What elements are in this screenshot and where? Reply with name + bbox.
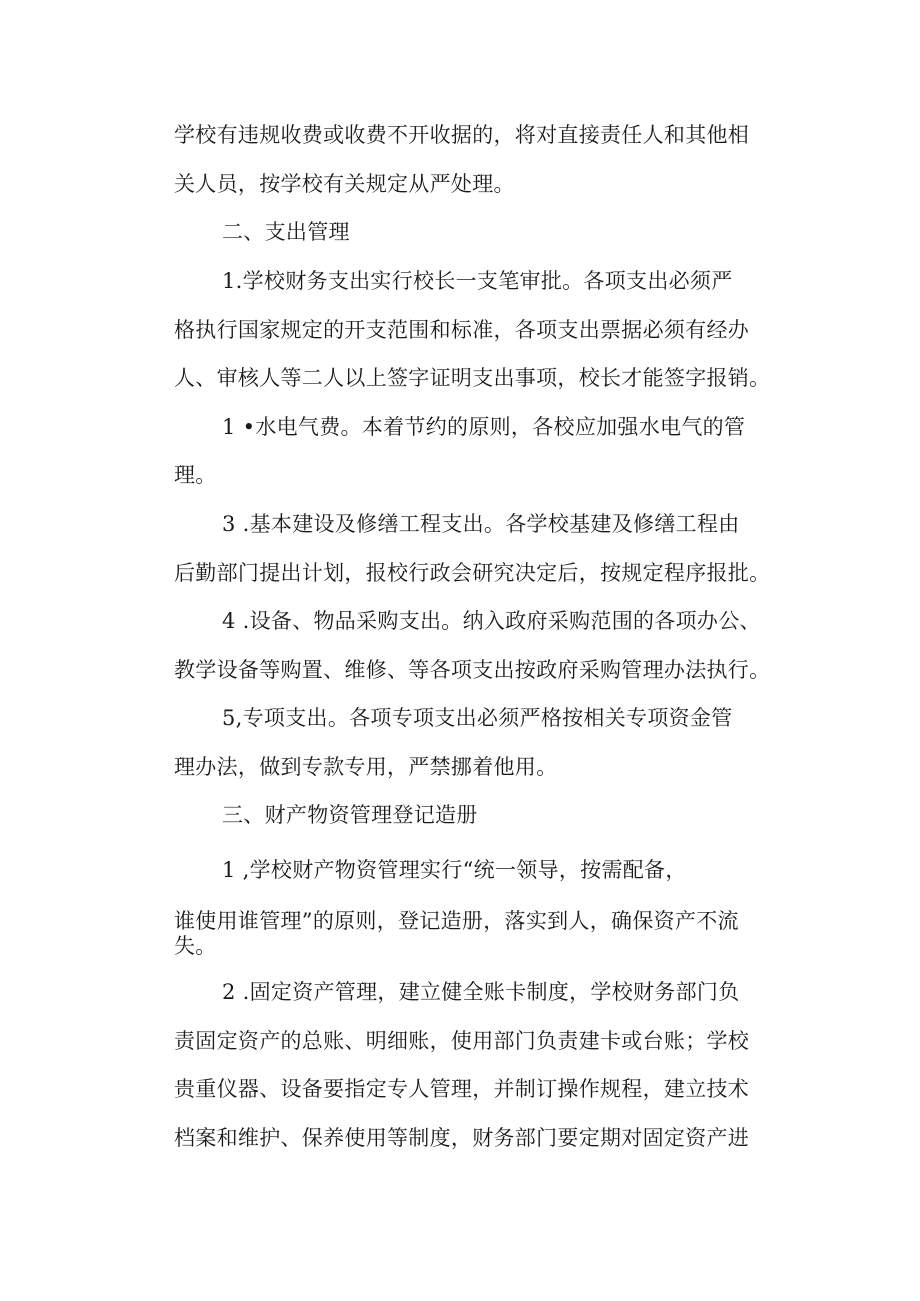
text-line: 学校有违规收费或收费不开收据的，将对直接责任人和其他相 — [174, 123, 750, 147]
text-line: 关人员，按学校有关规定从严处理。 — [174, 172, 515, 196]
section-heading: 三、财产物资管理登记造册 — [222, 803, 478, 827]
text-line: 2 .固定资产管理，建立健全账卡制度，学校财务部门负 — [222, 980, 740, 1004]
text-line: 失。 — [174, 934, 217, 958]
section-heading: 二、支出管理 — [222, 220, 350, 244]
text-line: 理办法，做到专款专用，严禁挪着他用。 — [174, 755, 558, 779]
text-line: 1 ,学校财产物资管理实行“统一领导，按需配备， — [222, 858, 687, 882]
text-line: 1 •水电气费。本着节约的原则，各校应加强水电气的管 — [222, 415, 746, 439]
text-line: 4 .设备、物品采购支出。纳入政府采购范围的各项办公、 — [222, 609, 761, 633]
text-line: 格执行国家规定的开支范围和标准，各项支出票据必须有经办 — [174, 318, 750, 342]
text-line: 责固定资产的总账、明细账，使用部门负责建卡或台账；学校 — [174, 1029, 750, 1053]
text-line: 谁使用谁管理”的原则，登记造册，落实到人，确保资产不流 — [174, 909, 739, 933]
text-line: 后勤部门提出计划，报校行政会研究决定后，按规定程序报批。 — [174, 561, 771, 585]
text-line: 贵重仪器、设备要指定专人管理，并制订操作规程，建立技术 — [174, 1077, 750, 1101]
text-line: 1.学校财务支出实行校长一支笔审批。各项支出必须严 — [222, 269, 733, 293]
text-line: 理。 — [174, 463, 217, 487]
text-line: 人、审核人等二人以上签字证明支出事项，校长才能签字报销。 — [174, 366, 771, 390]
text-line: 3 .基本建设及修缮工程支出。各学校基建及修缮工程由 — [222, 512, 740, 536]
text-line: 档案和维护、保养使用等制度，财务部门要定期对固定资产进 — [174, 1126, 750, 1150]
text-line: 教学设备等购置、维修、等各项支出按政府采购管理办法执行。 — [174, 658, 771, 682]
text-line: 5,专项支出。各项专项支出必须严格按相关专项资金管 — [222, 706, 733, 730]
